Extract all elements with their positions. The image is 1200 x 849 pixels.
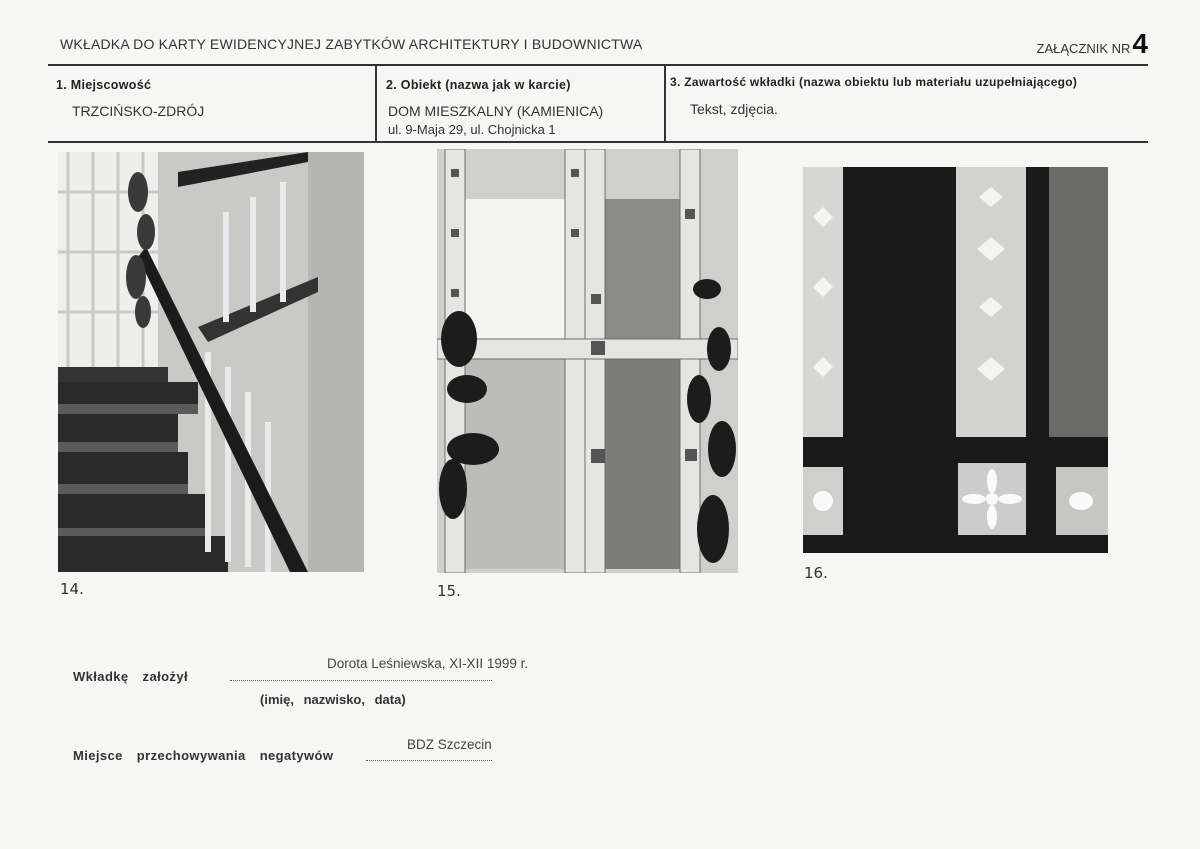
object-label: 2. Obiekt (nazwa jak w karcie) [386,78,571,92]
annex-number: 4 [1132,28,1148,59]
contents-value: Tekst, zdjęcia. [690,101,778,117]
contents-label: 3. Zawartość wkładki (nazwa obiektu lub materiału uzupełniającego) [670,75,1078,89]
form-title: WKŁADKA DO KARTY EWIDENCYJNEJ ZABYTKÓW ARCHITEKTURY I BUDOWNICTWA [60,36,643,52]
locality-value: TRZCIŃSKO-ZDRÓJ [72,103,205,119]
photo-window [437,149,738,573]
object-value: DOM MIESZKALNY (KAMIENICA) [388,103,604,119]
creator-dotted-line [230,680,492,681]
creator-value: Dorota Leśniewska, XI-XII 1999 r. [327,656,529,671]
annex-label [1037,30,1148,58]
object-address: ul. 9-Maja 29, ul. Chojnicka 1 [388,122,556,137]
column-divider-1 [375,64,377,143]
photo-caption-15: 15. [437,582,461,600]
storage-dotted-line [366,760,492,761]
annex-text: ZAŁĄCZNIK NR [1036,41,1131,56]
header-top-rule [48,64,1148,66]
storage-label: Miejsce przechowywania negatywów [73,748,334,763]
header-bottom-rule [48,141,1148,143]
photo-staircase [58,152,364,572]
photo-glass-panels [803,167,1108,553]
photo-caption-14: 14. [60,580,84,598]
column-divider-2 [664,64,666,143]
locality-label: 1. Miejscowość [56,78,152,92]
creator-label: Wkładkę założył [73,669,188,684]
photo-caption-16: 16. [804,564,828,582]
creator-hint: (imię, nazwisko, data) [260,692,406,707]
storage-value: BDZ Szczecin [407,737,492,752]
